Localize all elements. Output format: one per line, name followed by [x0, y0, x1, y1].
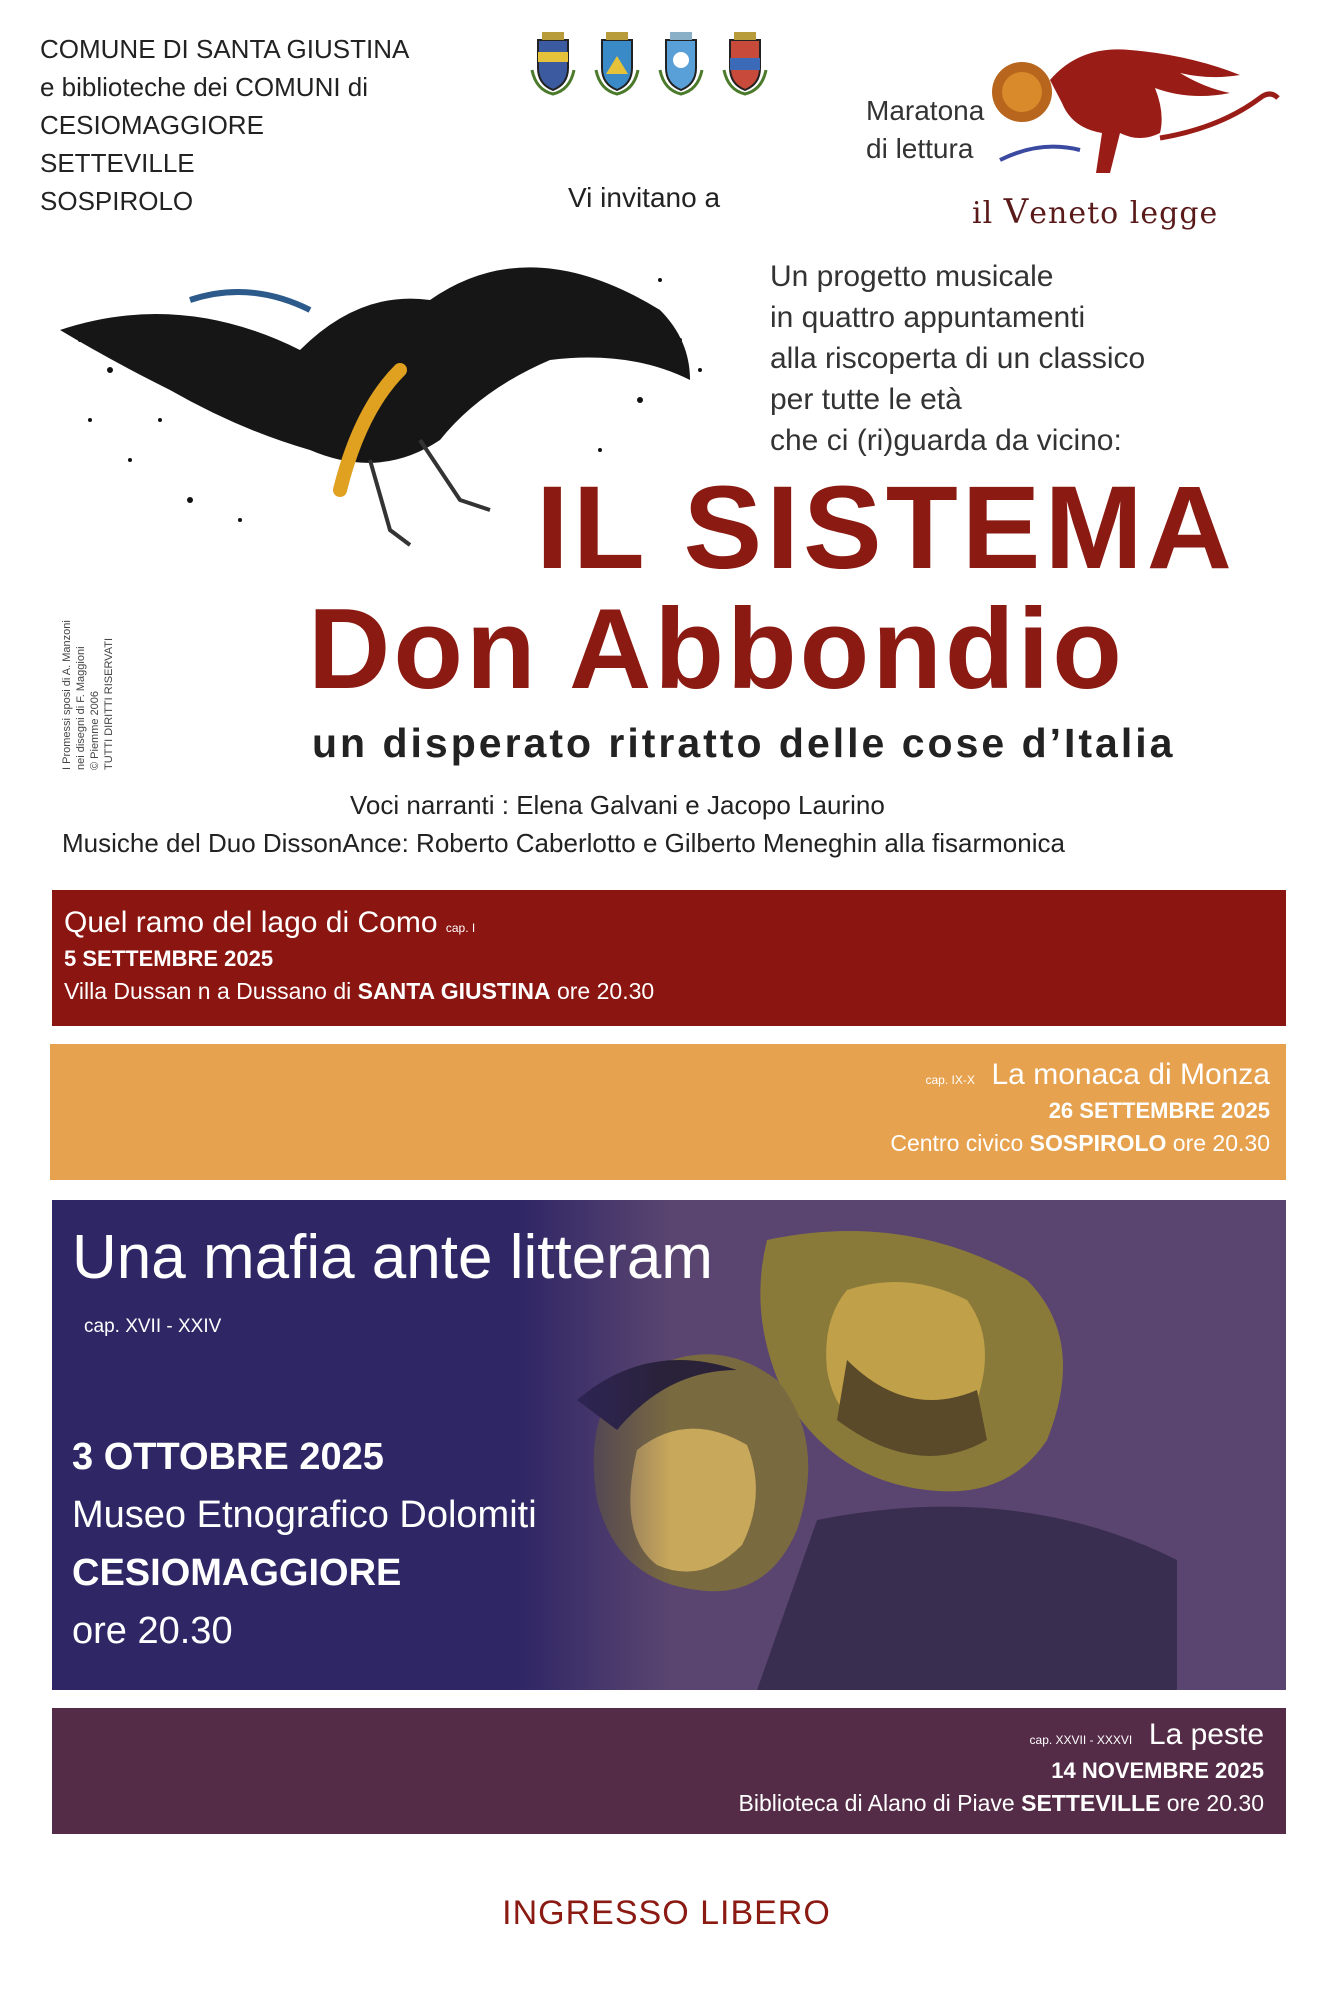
municipal-crests [528, 30, 770, 96]
logo-text-v: V [1003, 192, 1030, 232]
event-title-text: Quel ramo del lago di Como [64, 906, 438, 939]
main-title-line1: IL SISTEMA [536, 462, 1237, 594]
event-venue: Villa Dussan n a Dussano di [64, 978, 358, 1004]
event-time: ore 20.30 [1160, 1790, 1264, 1816]
event-date: 26 SETTEMBRE 2025 [1048, 1098, 1270, 1123]
event-date: 3 OTTOBRE 2025 [72, 1436, 384, 1478]
event-venue: Museo Etnografico Dolomiti [72, 1494, 537, 1536]
organizer-line: e biblioteche dei COMUNI di [40, 72, 369, 102]
event-title [66, 1058, 1270, 1092]
organizer-line: SOSPIROLO [40, 186, 194, 216]
logo-text: eneto legge [1029, 196, 1219, 231]
organizers-block [40, 30, 409, 220]
event-venue: Biblioteca di Alano di Piave [738, 1790, 1022, 1816]
main-title-line2: Don Abbondio [308, 586, 1125, 713]
event-town: CESIOMAGGIORE [72, 1552, 402, 1594]
narrators-line: Voci narranti : Elena Galvani e Jacopo Laurino [350, 790, 885, 820]
event-venue: Centro civico [890, 1130, 1030, 1156]
credit-line: TUTTI DIRITTI RISERVATI [103, 638, 115, 770]
event-card-4 [52, 1708, 1286, 1834]
credit-line: I Promessi sposi di A. Manzoni [61, 620, 73, 770]
event-title [74, 1718, 1264, 1752]
event-chapter: cap. IX-X [925, 1073, 975, 1087]
organizer-line: SETTEVILLE [40, 148, 195, 178]
event-title-text: La monaca di Monza [991, 1058, 1270, 1091]
subtitle: un disperato ritratto delle cose d’Italia [312, 720, 1176, 766]
crest-santa-giustina-icon [528, 30, 578, 96]
free-entry-note: INGRESSO LIBERO [502, 1894, 831, 1932]
organizer-line: CESIOMAGGIORE [40, 110, 264, 140]
event-place [64, 978, 1274, 1005]
crest-cesiomaggiore-icon [592, 30, 642, 96]
credit-line: © Piemme 2006 [89, 690, 101, 770]
logo-text: il [972, 196, 1004, 231]
project-description [770, 256, 1145, 461]
music-line: Musiche del Duo DissonAnce: Roberto Caberlotto e Gilberto Meneghin alla fisarmonica [62, 828, 1065, 858]
event-place [74, 1790, 1264, 1817]
event-title-text: La peste [1148, 1718, 1264, 1751]
veneto-legge-logo [972, 192, 1218, 232]
crest-sospirolo-icon [720, 30, 770, 96]
event-town: SETTEVILLE [1021, 1790, 1161, 1816]
project-line: che ci (ri)guarda da vicino: [770, 424, 1122, 457]
event-time: ore 20.30 [72, 1610, 233, 1652]
project-line: alla riscoperta di un classico [770, 342, 1146, 375]
event-town: SANTA GIUSTINA [357, 978, 551, 1004]
organizer-line: COMUNE DI SANTA GIUSTINA [40, 34, 410, 64]
project-line: per tutte le età [770, 383, 962, 416]
event-time: ore 20.30 [550, 978, 655, 1004]
invite-text: Vi invitano a [568, 182, 721, 213]
event-card-3 [52, 1200, 1286, 1690]
event-card-2 [50, 1044, 1286, 1180]
project-line: Un progetto musicale [770, 260, 1054, 293]
winged-lion-logo-icon [960, 40, 1290, 190]
event-chapter: cap. XXVII - XXXVI [1029, 1733, 1133, 1747]
event-card-1 [52, 890, 1286, 1026]
event-time: ore 20.30 [1166, 1130, 1270, 1156]
event-place [66, 1130, 1270, 1157]
event-title: Una mafia ante litteram [72, 1223, 713, 1292]
event-date: 5 SETTEMBRE 2025 [64, 946, 274, 971]
event-chapter: cap. I [445, 921, 476, 935]
event-date: 14 NOVEMBRE 2025 [1051, 1758, 1264, 1783]
crest-setteville-icon [656, 30, 706, 96]
illustration-credit [60, 620, 116, 770]
event-town: SOSPIROLO [1029, 1130, 1167, 1156]
project-line: in quattro appuntamenti [770, 301, 1086, 334]
event-title [64, 906, 1274, 940]
marathon-line: Maratona [866, 95, 985, 126]
credit-line: nei disegni di F. Maggioni [75, 646, 87, 770]
marathon-line: di lettura [866, 133, 974, 164]
event-chapter: cap. XVII - XXIV [84, 1316, 222, 1337]
